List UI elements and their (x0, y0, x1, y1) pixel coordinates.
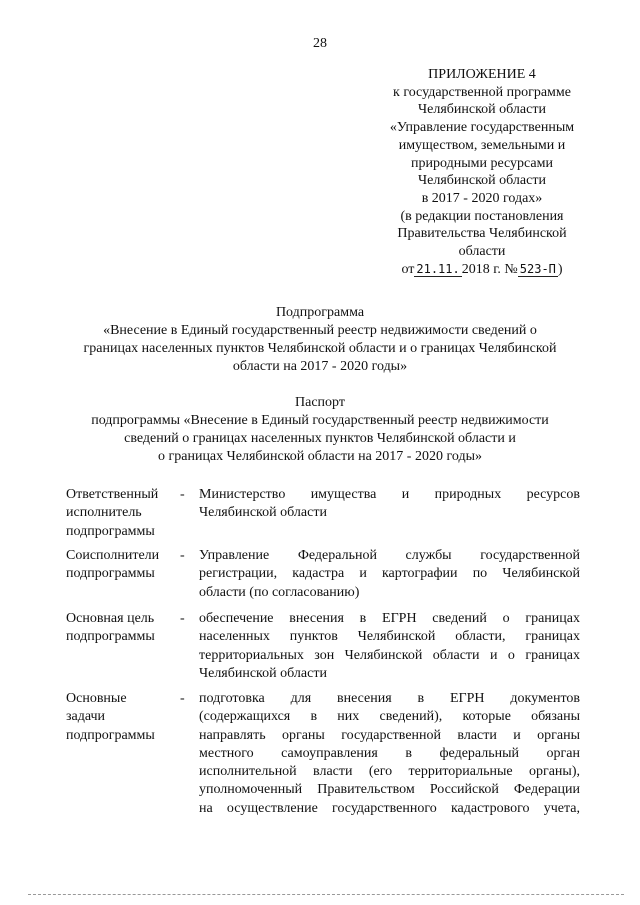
row-label (66, 610, 176, 647)
row-value-line: направлять органы государственной власти и органы (199, 727, 580, 743)
row-label-line: подпрограммы (66, 629, 155, 645)
appendix-line: области (458, 244, 506, 260)
row-label (66, 547, 176, 584)
subprogram-title-line: «Внесение в Единый государственный реестр недвижимости сведений о (103, 323, 537, 338)
row-label (66, 690, 176, 745)
year-text: 2018 г. № (461, 261, 518, 277)
row-value (199, 690, 580, 818)
page-number: 28 (313, 36, 327, 51)
appendix-line: в 2017 - 2020 годах» (421, 190, 543, 206)
row-value-line: территориальных зон Челябинской области и о границах (199, 647, 580, 663)
row-dash: - (180, 611, 185, 626)
page-bottom-divider (28, 894, 624, 895)
row-label-line: подпрограммы (66, 727, 155, 743)
row-label-line: Основные (66, 691, 127, 706)
subprogram-title-line: границах населенных пунктов Челябинской области и о границах Челябинской (83, 341, 557, 356)
date-prefix: от (401, 261, 415, 277)
subprogram-title-line: области на 2017 - 2020 годы» (232, 359, 408, 374)
appendix-date-line (352, 261, 612, 279)
closing-paren: ) (557, 261, 563, 277)
row-value-line: Министерство имущества и природных ресурсов (199, 487, 580, 502)
passport-title-line: о границах Челябинской области на 2017 - 2020 годы» (158, 449, 482, 464)
row-value-line: уполномоченный Правительством Российской Федерации (199, 782, 580, 798)
appendix-line: «Управление государственным (389, 120, 575, 136)
passport-heading: Паспорт (295, 395, 345, 410)
appendix-line: природными ресурсами (411, 155, 553, 171)
appendix-line: (в редакции постановления (400, 208, 564, 224)
row-value (199, 486, 580, 523)
row-label-line: подпрограммы (66, 566, 155, 582)
handwritten-number: 523-П (519, 261, 556, 276)
row-value-line: регистрации, кадастра и картографии по Челябинской (199, 566, 580, 582)
row-value-line: Челябинской области (199, 665, 327, 681)
row-dash: - (180, 487, 185, 502)
row-value-line: исполнительной власти (его территориальные органы), (199, 764, 580, 780)
passport-title-block (0, 394, 640, 466)
appendix-line: имуществом, земельными и (398, 137, 566, 153)
row-value-line: местного самоуправления в федеральный орган (199, 745, 580, 761)
row-value (199, 547, 580, 602)
appendix-block (352, 66, 612, 278)
row-label-line: Ответственный (66, 487, 159, 502)
row-dash: - (180, 548, 185, 563)
row-label-line: исполнитель (66, 505, 142, 521)
row-label-line: Соисполнители (66, 548, 160, 563)
row-value-line: на осуществление государственного кадастрового учета, (199, 800, 580, 816)
row-label-line: Основная цель (66, 611, 155, 626)
appendix-line: Челябинской области (418, 102, 546, 118)
appendix-title: ПРИЛОЖЕНИЕ 4 (428, 67, 536, 82)
row-value-line: Управление Федеральной службы государственной (199, 548, 580, 563)
row-label (66, 486, 176, 541)
handwritten-date: 21.11. (416, 261, 460, 276)
row-value-line: обеспечение внесения в ЕГРН сведений о границах (199, 611, 580, 626)
appendix-line: к государственной программе (393, 84, 571, 100)
row-value-line: подготовка для внесения в ЕГРН документов (199, 691, 580, 706)
row-label-line: подпрограммы (66, 523, 155, 539)
subprogram-heading: Подпрограмма (275, 305, 365, 320)
row-label-line: задачи (66, 709, 106, 725)
row-value-line: населенных пунктов Челябинской области, границах (199, 629, 580, 645)
subprogram-title-block (0, 304, 640, 376)
row-value (199, 610, 580, 683)
appendix-line: Челябинской области (418, 173, 546, 189)
row-value-line: области (по согласованию) (199, 584, 360, 600)
appendix-line: Правительства Челябинской (397, 226, 567, 242)
row-dash: - (180, 691, 185, 706)
passport-title-line: сведений о границах населенных пунктов Челябинской области и (124, 431, 516, 446)
row-value-line: Челябинской области (199, 505, 327, 521)
row-value-line: (содержащихся в них сведений), которые обязаны (199, 709, 580, 725)
passport-title-line: подпрограммы «Внесение в Единый государственный реестр недвижимости (91, 413, 549, 428)
